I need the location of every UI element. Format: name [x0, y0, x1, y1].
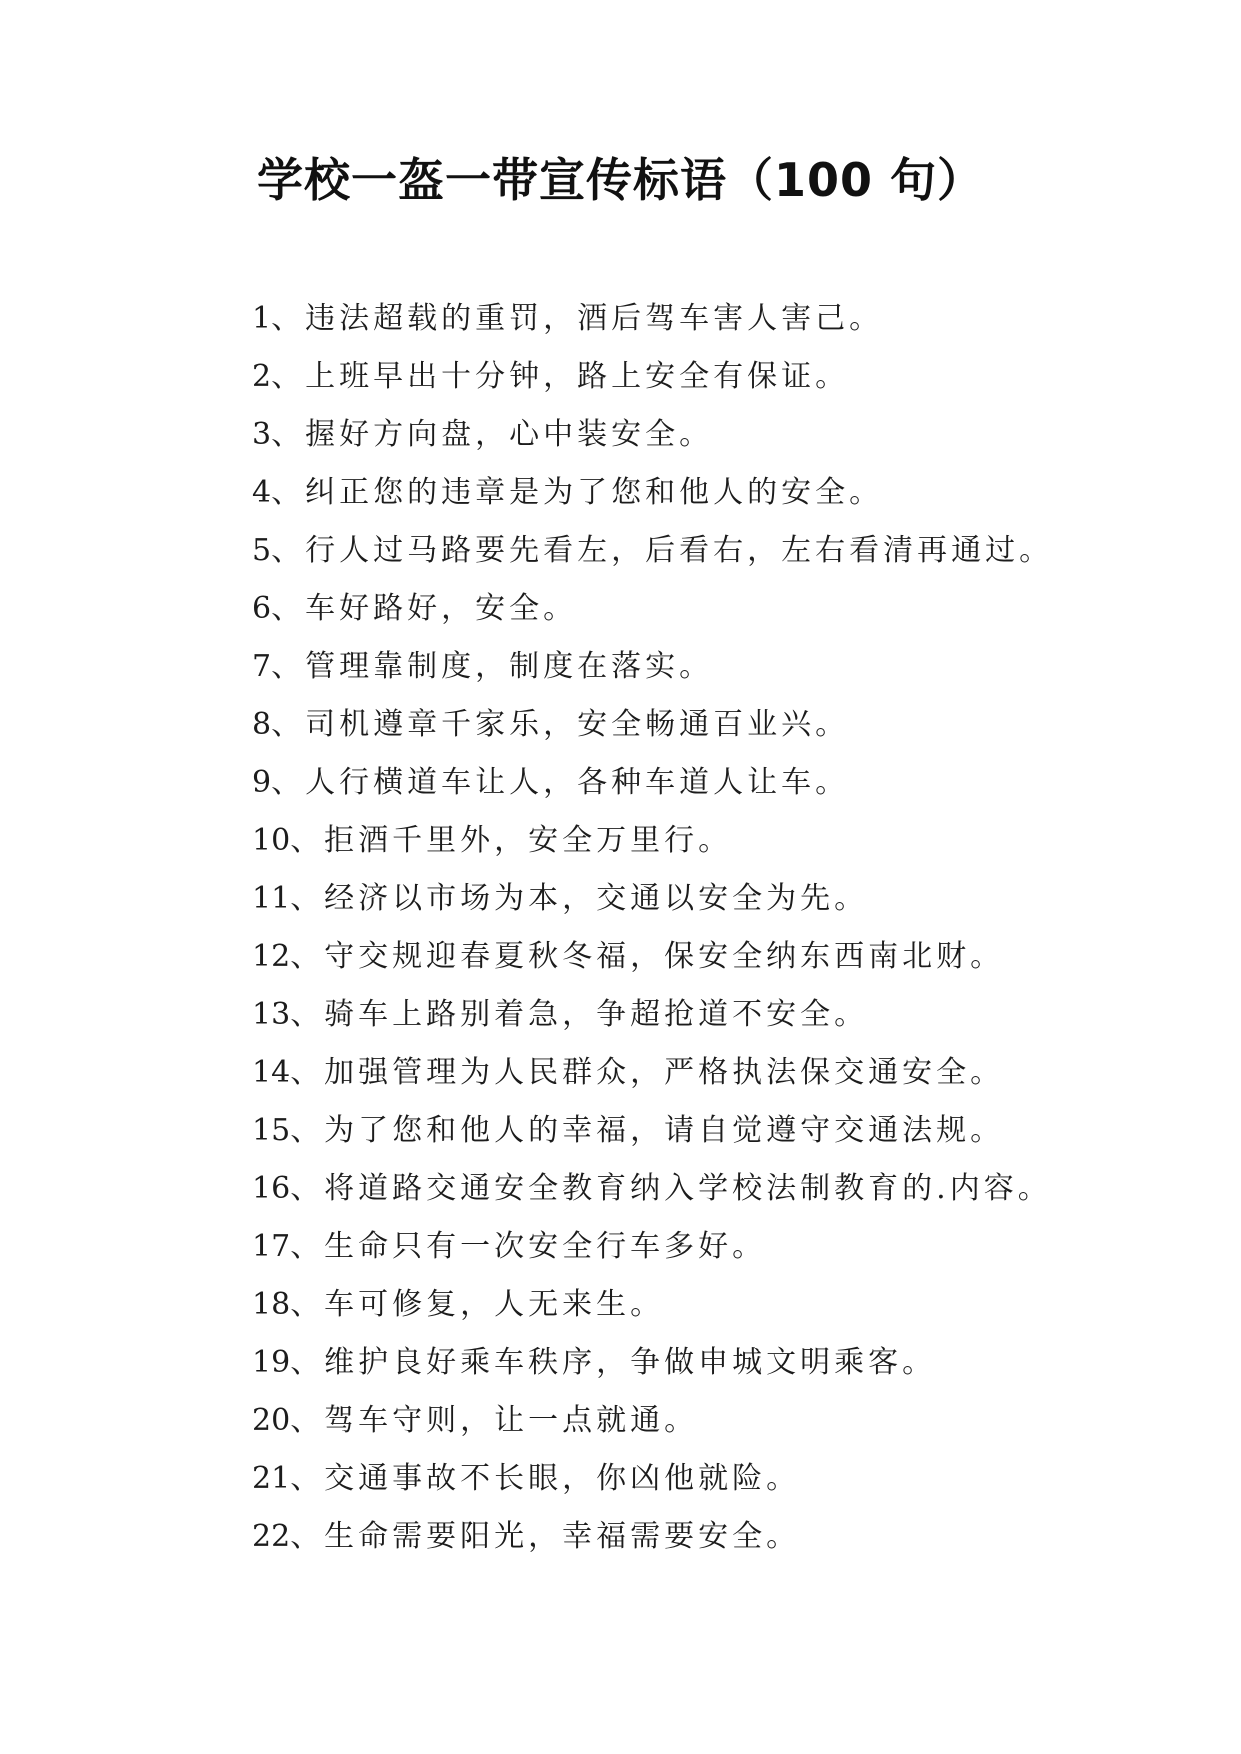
slogan-number: 3	[252, 417, 272, 452]
slogan-text: 、行人过马路要先看左，后看右，左右看清再通过。	[271, 533, 1054, 568]
slogan-text: 、交通事故不长眼，你凶他就险。	[290, 1461, 801, 1496]
list-item	[252, 1102, 1152, 1160]
slogan-text: 、维护良好乘车秩序，争做申城文明乘客。	[290, 1345, 937, 1380]
slogan-text: 、握好方向盘，心中装安全。	[271, 417, 714, 452]
slogan-number: 5	[252, 533, 272, 568]
slogan-text: 、车可修复，人无来生。	[290, 1287, 665, 1322]
slogan-number: 21	[252, 1461, 291, 1496]
slogan-text: 、守交规迎春夏秋冬福，保安全纳东西南北财。	[290, 939, 1005, 974]
slogan-text: 、纠正您的违章是为了您和他人的安全。	[271, 475, 884, 510]
slogan-number: 18	[252, 1287, 291, 1322]
slogan-text: 、加强管理为人民群众，严格执法保交通安全。	[290, 1055, 1005, 1090]
slogan-number: 19	[252, 1345, 291, 1380]
slogan-list	[252, 290, 1152, 1566]
list-item	[252, 870, 1152, 928]
slogan-text: 、违法超载的重罚，酒后驾车害人害己。	[271, 301, 884, 336]
list-item	[252, 1392, 1152, 1450]
list-item	[252, 1160, 1152, 1218]
list-item	[252, 1450, 1152, 1508]
slogan-text: 、经济以市场为本，交通以安全为先。	[290, 881, 869, 916]
slogan-text: 、将道路交通安全教育纳入学校法制教育的.内容。	[290, 1171, 1052, 1206]
list-item	[252, 1508, 1152, 1566]
list-item	[252, 406, 1152, 464]
slogan-number: 2	[252, 359, 272, 394]
slogan-number: 20	[252, 1403, 291, 1438]
slogan-number: 11	[252, 881, 291, 916]
slogan-text: 、驾车守则，让一点就通。	[290, 1403, 699, 1438]
slogan-number: 14	[252, 1055, 291, 1090]
list-item	[252, 754, 1152, 812]
slogan-number: 4	[252, 475, 272, 510]
slogan-number: 13	[252, 997, 291, 1032]
slogan-text: 、上班早出十分钟，路上安全有保证。	[271, 359, 850, 394]
slogan-text: 、人行横道车让人，各种车道人让车。	[271, 765, 850, 800]
slogan-number: 7	[252, 649, 272, 684]
slogan-text: 、骑车上路别着急，争超抢道不安全。	[290, 997, 869, 1032]
list-item	[252, 1044, 1152, 1102]
list-item	[252, 986, 1152, 1044]
list-item	[252, 696, 1152, 754]
list-item	[252, 1334, 1152, 1392]
slogan-text: 、司机遵章千家乐，安全畅通百业兴。	[271, 707, 850, 742]
document-title: 学校一盔一带宣传标语（100 句）	[256, 153, 985, 207]
slogan-number: 12	[252, 939, 291, 974]
slogan-number: 1	[252, 301, 272, 336]
slogan-text: 、生命只有一次安全行车多好。	[290, 1229, 767, 1264]
list-item	[252, 1218, 1152, 1276]
slogan-text: 、生命需要阳光，幸福需要安全。	[290, 1519, 801, 1554]
slogan-number: 16	[252, 1171, 291, 1206]
slogan-number: 6	[252, 591, 272, 626]
slogan-number: 22	[252, 1519, 291, 1554]
list-item	[252, 1276, 1152, 1334]
slogan-text: 、管理靠制度，制度在落实。	[271, 649, 714, 684]
slogan-number: 10	[252, 823, 291, 858]
list-item	[252, 580, 1152, 638]
list-item	[252, 464, 1152, 522]
slogan-number: 15	[252, 1113, 291, 1148]
list-item	[252, 638, 1152, 696]
slogan-text: 、为了您和他人的幸福，请自觉遵守交通法规。	[290, 1113, 1005, 1148]
slogan-text: 、拒酒千里外，安全万里行。	[290, 823, 733, 858]
slogan-number: 8	[252, 707, 272, 742]
slogan-number: 9	[252, 765, 272, 800]
list-item	[252, 522, 1152, 580]
list-item	[252, 290, 1152, 348]
slogan-number: 17	[252, 1229, 291, 1264]
slogan-text: 、车好路好，安全。	[271, 591, 578, 626]
list-item	[252, 928, 1152, 986]
list-item	[252, 812, 1152, 870]
list-item	[252, 348, 1152, 406]
